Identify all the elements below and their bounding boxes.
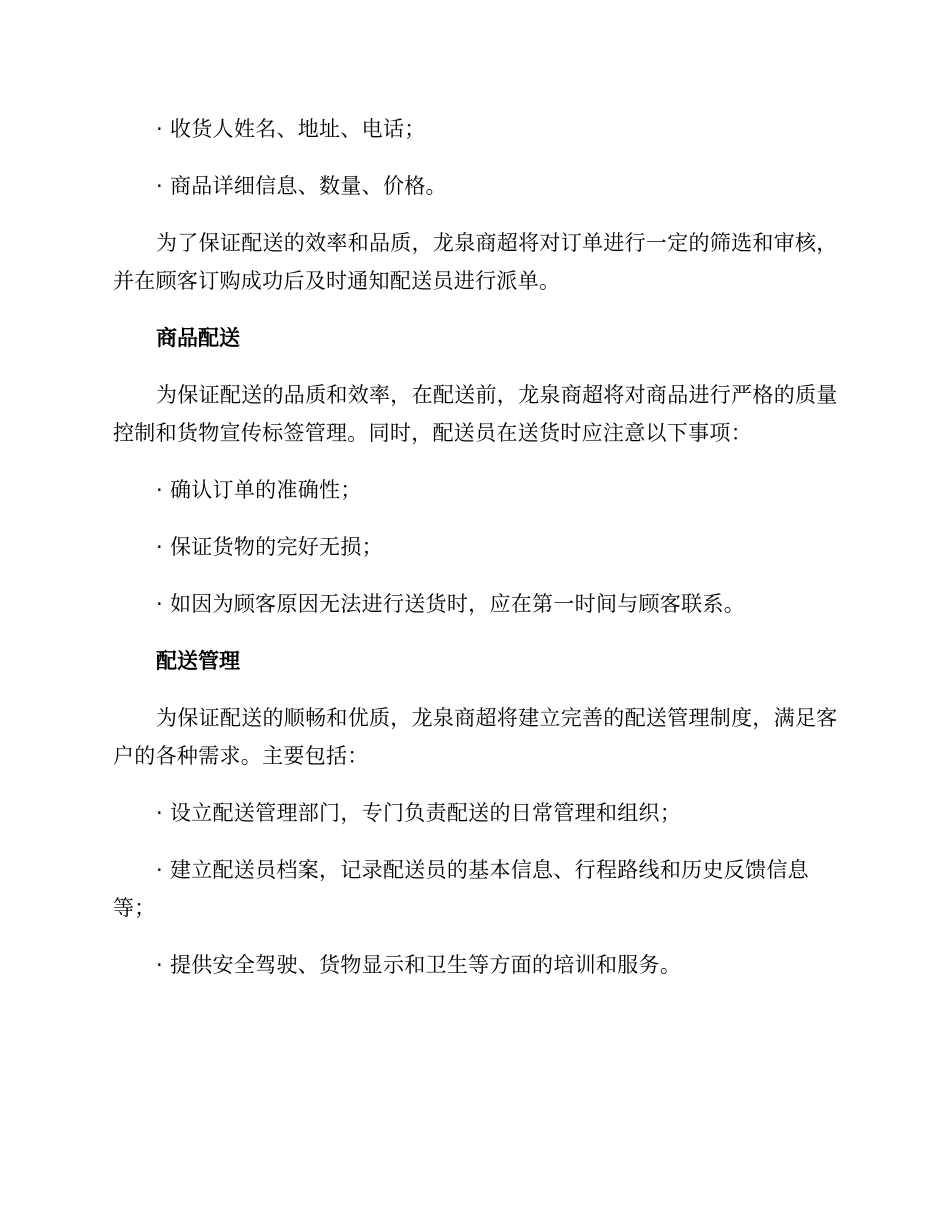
bullet-goods-intact: · 保证货物的完好无损； [156,535,383,559]
paragraph-management-system: 为保证配送的顺畅和优质，龙泉商超将建立完善的配送管理制度，满足客户的各种需求。主要包括： [113,706,838,768]
bullet-courier-records: · 建立配送员档案，记录配送员的基本信息、行程路线和历史反馈信息等； [113,858,809,920]
bullet-product-info: · 商品详细信息、数量、价格。 [156,174,447,198]
section-heading-product-delivery: 商品配送 [156,326,240,350]
paragraph-order-review: 为了保证配送的效率和品质，龙泉商超将对订单进行一定的筛选和审核，并在顾客订购成功后及时通知配送员进行派单。 [113,231,838,293]
bullet-consignee-info: · 收货人姓名、地址、电话； [156,117,426,141]
section-heading-delivery-management: 配送管理 [156,649,240,673]
bullet-confirm-order: · 确认订单的准确性； [156,478,362,502]
bullet-contact-customer: · 如因为顾客原因无法进行送货时，应在第一时间与顾客联系。 [156,592,746,616]
paragraph-delivery-quality: 为保证配送的品质和效率，在配送前，龙泉商超将对商品进行严格的质量控制和货物宣传标签管理。同时，配送员在送货时应注意以下事项： [113,383,838,445]
bullet-training-services: · 提供安全驾驶、货物显示和卫生等方面的培训和服务。 [156,953,682,977]
bullet-management-department: · 设立配送管理部门，专门负责配送的日常管理和组织； [156,801,682,825]
document-page [113,110,838,1003]
